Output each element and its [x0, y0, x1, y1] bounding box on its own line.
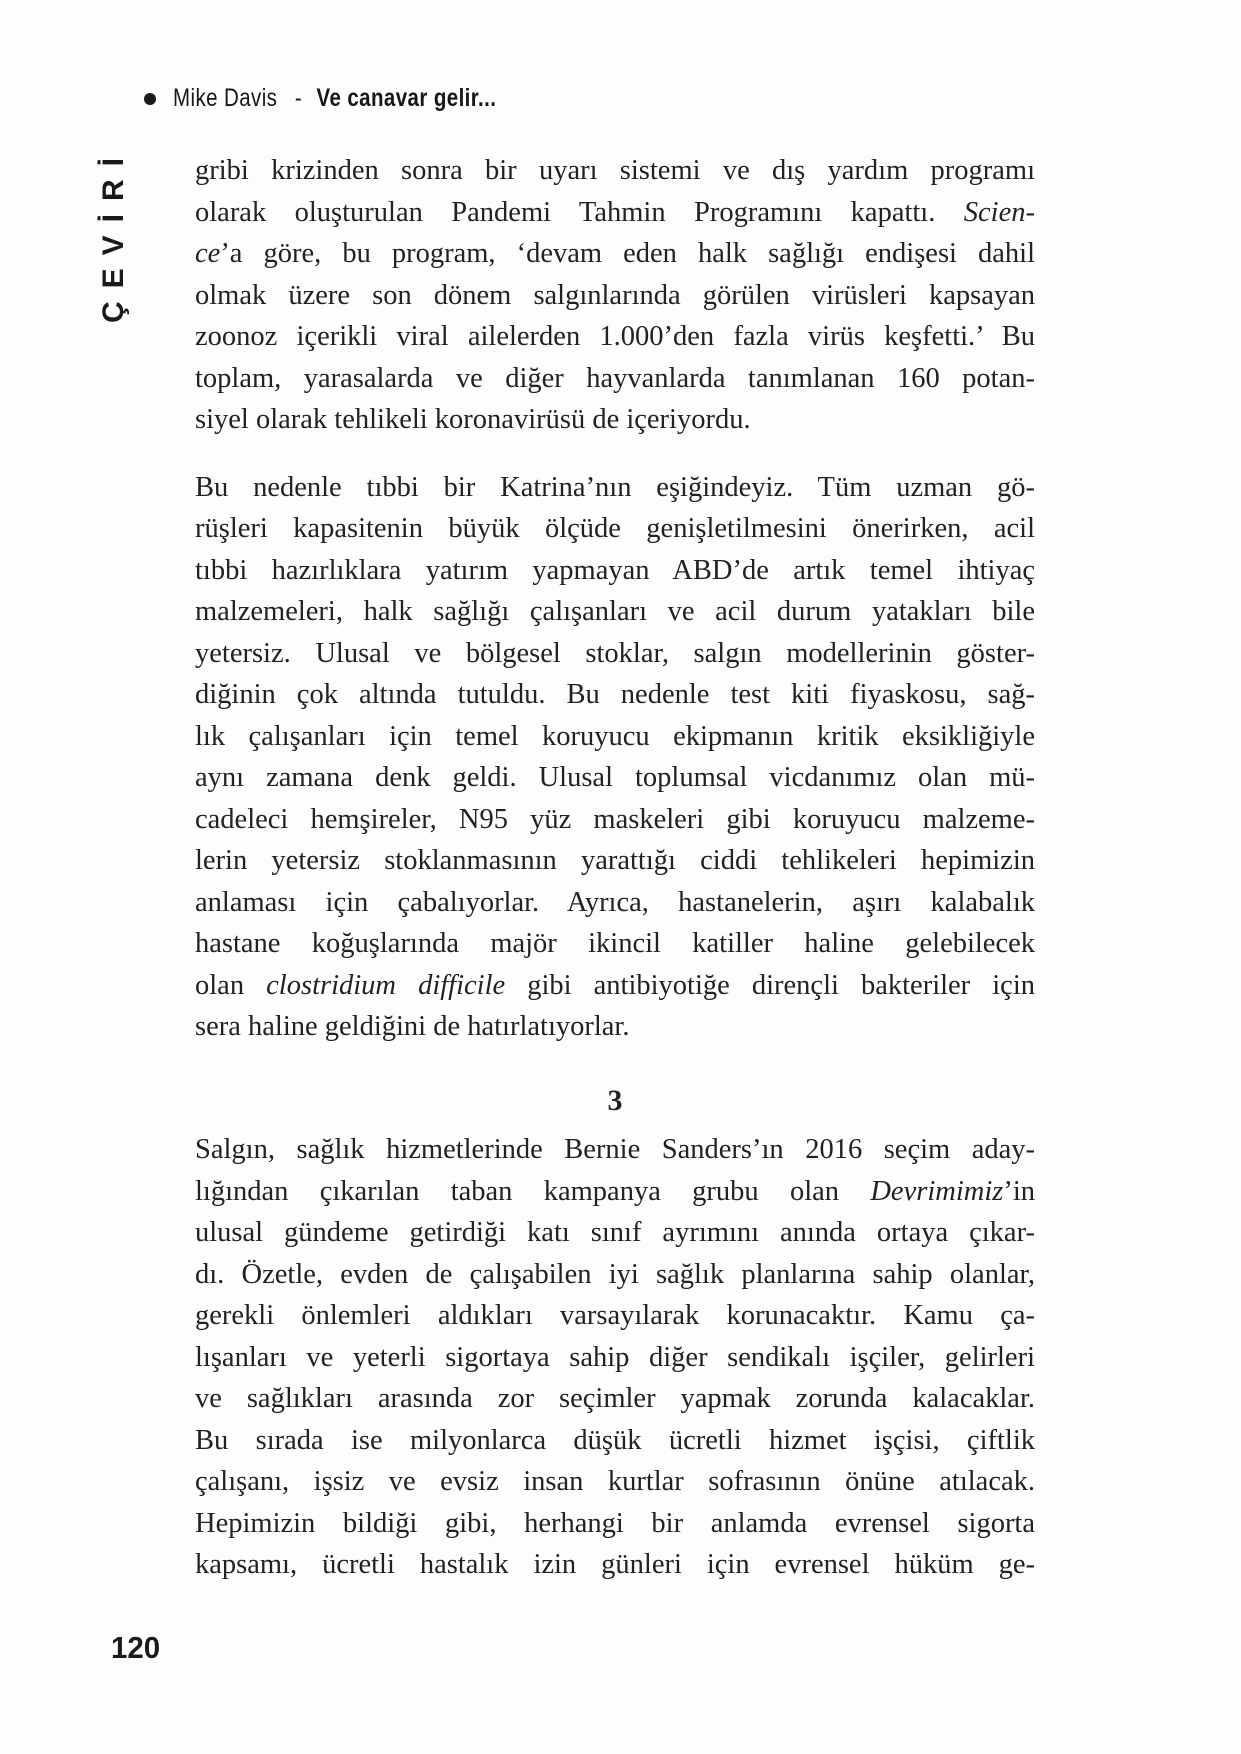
text-segment: Salgın, sağlık hizmetlerinde Bernie Sanders’ın 2016 seçim aday- [195, 1134, 1035, 1165]
text-segment: zoonoz içerikli viral ailelerden 1.000’den fazla virüs keşfetti.’ Bu [195, 321, 1035, 352]
text-segment: siyel olarak tehlikeli koronavirüsü de içeriyordu. [195, 404, 751, 435]
text-line [195, 674, 1035, 716]
italic-text: Scien- [963, 196, 1035, 228]
text-line [195, 399, 1035, 441]
text-segment: Bu sırada ise milyonlarca düşük ücretli hizmet işçisi, çiftlik [195, 1424, 1035, 1456]
text-line [195, 1254, 1035, 1296]
text-segment: diğinin çok altında tutuldu. Bu nedenle test kiti fiyaskosu, sağ- [195, 679, 1035, 710]
text-segment: ’in [1003, 1175, 1035, 1207]
italic-text: clostridium difficile [266, 969, 506, 1001]
text-line [195, 1420, 1035, 1462]
text-line [195, 882, 1035, 924]
text-line [195, 1295, 1035, 1337]
text-segment: rüşleri kapasitenin büyük ölçüde genişletilmesini önerirken, acil [195, 513, 1035, 544]
body-text [195, 150, 1035, 1586]
book-title: Ve canavar gelir... [316, 84, 497, 112]
chapter-side-label: ÇEVİRİ [97, 144, 130, 323]
text-segment: gerekli önlemleri aldıkları varsayılarak korunacaktır. Kamu ça- [195, 1300, 1035, 1331]
text-line [195, 192, 1035, 234]
italic-text: ce [195, 238, 221, 269]
paragraph [195, 1129, 1035, 1586]
text-line [195, 923, 1035, 965]
text-segment: cadeleci hemşireler, N95 yüz maskeleri gibi koruyucu malzeme- [195, 803, 1035, 835]
text-segment: lığından çıkarılan taban kampanya grubu olan [195, 1175, 871, 1207]
bullet-icon [144, 93, 156, 105]
text-segment: ’a göre, bu program, ‘devam eden halk sağlığı endişesi dahil [220, 238, 1035, 269]
text-line [195, 1337, 1035, 1379]
text-segment: dı. Özetle, evden de çalışabilen iyi sağlık planlarına sahip olanlar, [195, 1258, 1035, 1290]
text-segment: aynı zamana denk geldi. Ulusal toplumsal vicdanımız olan mü- [195, 762, 1035, 793]
text-line [195, 799, 1035, 841]
text-segment: Hepimizin bildiği gibi, herhangi bir anlamda evrensel sigorta [195, 1507, 1035, 1539]
text-line [195, 757, 1035, 799]
text-line [195, 550, 1035, 592]
text-line [195, 1006, 1035, 1048]
text-line [195, 275, 1035, 317]
text-line [195, 1212, 1035, 1254]
text-segment: hastane koğuşlarında majör ikincil katiller haline gelebilecek [195, 928, 1035, 959]
text-line [195, 467, 1035, 509]
text-segment: ve sağlıkları arasında zor seçimler yapmak zorunda kalacaklar. [195, 1383, 1035, 1414]
text-line [195, 1544, 1035, 1586]
text-segment: olmak üzere son dönem salgınlarında görülen virüsleri kapsayan [195, 279, 1035, 311]
text-segment: lık çalışanları için temel koruyucu ekipmanın kritik eksikliğiyle [195, 720, 1035, 752]
text-line [195, 508, 1035, 550]
text-segment: sera haline geldiğini de hatırlatıyorlar. [195, 1011, 630, 1042]
text-segment: malzemeleri, halk sağlığı çalışanları ve acil durum yatakları bile [195, 596, 1035, 627]
paragraph [195, 150, 1035, 441]
text-segment: yetersiz. Ulusal ve bölgesel stoklar, salgın modellerinin göster- [195, 637, 1035, 669]
text-segment: toplam, yarasalarda ve diğer hayvanlarda tanımlanan 160 potan- [195, 362, 1035, 394]
text-segment: anlaması için çabalıyorlar. Ayrıca, hastanelerin, aşırı kalabalık [195, 886, 1035, 918]
text-segment: ulusal gündeme getirdiği katı sınıf ayrımını anında ortaya çıkar- [195, 1217, 1035, 1248]
text-segment: lışanları ve yeterli sigortaya sahip diğer sendikalı işçiler, gelirleri [195, 1341, 1035, 1373]
section-number: 3 [607, 1083, 623, 1117]
text-segment: Bu nedenle tıbbi bir Katrina’nın eşiğindeyiz. Tüm uzman gö- [195, 471, 1035, 503]
text-line [195, 1129, 1035, 1171]
text-line [195, 150, 1035, 192]
text-segment: olarak oluşturulan Pandemi Tahmin Programını kapattı. [195, 196, 964, 228]
text-line [195, 233, 1035, 275]
italic-text: Devrimimiz [870, 1175, 1004, 1207]
text-segment: çalışanı, işsiz ve evsiz insan kurtlar sofrasının önüne atılacak. [195, 1466, 1035, 1497]
text-segment: olan [195, 969, 267, 1001]
text-line [195, 358, 1035, 400]
text-line [195, 965, 1035, 1007]
text-segment: kapsamı, ücretli hastalık izin günleri için evrensel hüküm ge- [195, 1549, 1035, 1580]
text-line [195, 591, 1035, 633]
text-line [195, 1503, 1035, 1545]
text-segment: tıbbi hazırlıklara yatırım yapmayan ABD’de artık temel ihtiyaç [195, 554, 1035, 586]
paragraph [195, 467, 1035, 1048]
text-segment: gribi krizinden sonra bir uyarı sistemi ve dış yardım programı [195, 155, 1035, 186]
text-segment: gibi antibiyotiğe dirençli bakteriler için [505, 969, 1035, 1001]
text-line [195, 633, 1035, 675]
text-line [195, 1171, 1035, 1213]
page-number: 120 [111, 1630, 161, 1665]
text-line [195, 1461, 1035, 1503]
author-name: Mike Davis [173, 84, 278, 112]
header-text [173, 84, 496, 113]
text-line [195, 840, 1035, 882]
text-line [195, 716, 1035, 758]
header-separator: - [294, 84, 303, 112]
text-line [195, 1378, 1035, 1420]
running-header [144, 84, 567, 113]
text-line [195, 316, 1035, 358]
text-segment: lerin yetersiz stoklanmasının yarattığı ciddi tehlikeleri hepimizin [195, 845, 1035, 876]
